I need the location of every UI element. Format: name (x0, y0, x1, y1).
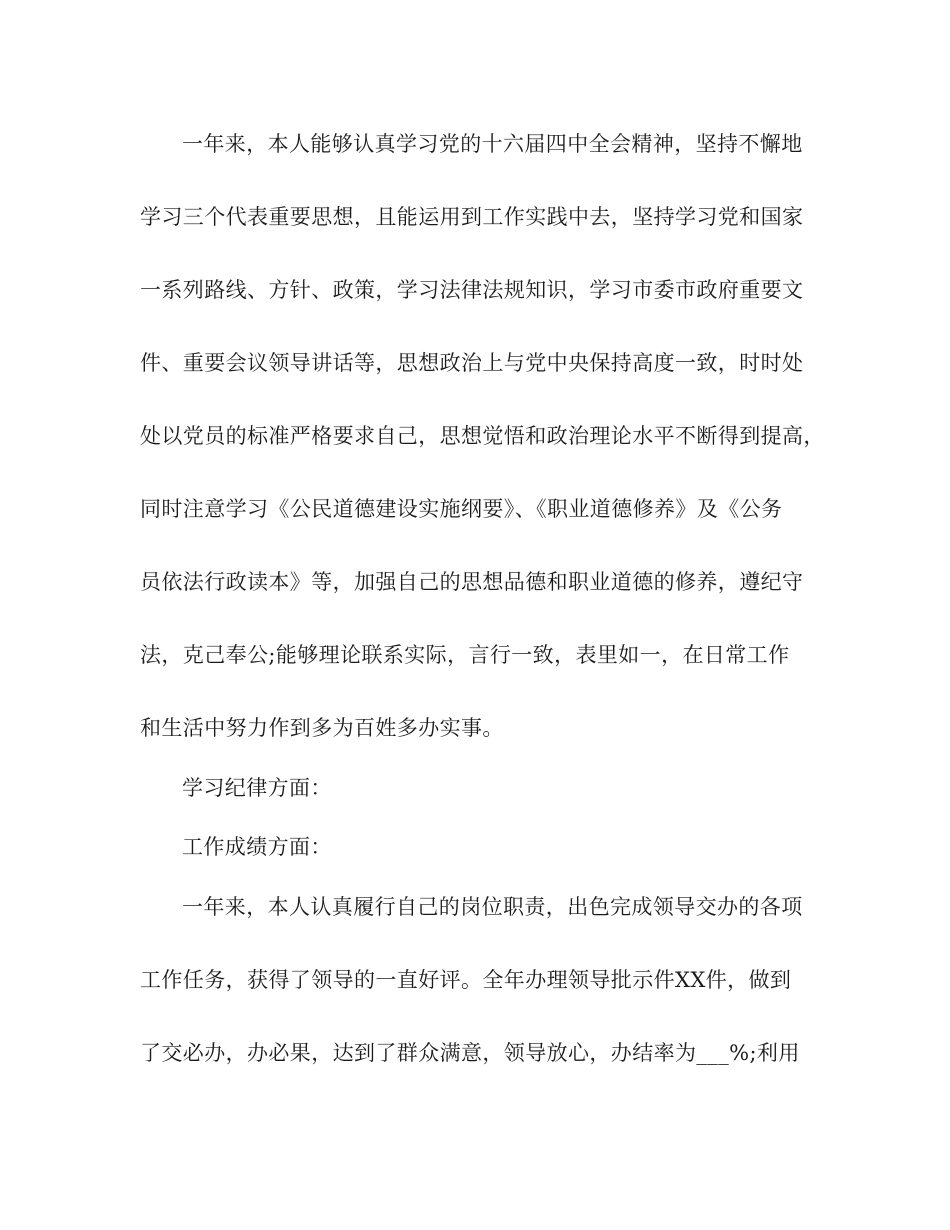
section-heading-discipline: 学习纪律方面： (182, 776, 332, 800)
paragraph-line: 一年来，本人认真履行自己的岗位职责，出色完成领导交办的各项 (182, 895, 803, 919)
paragraph-line: 一系列路线、方针、政策，学习法律法规知识，学习市委市政府重要文 (140, 278, 804, 302)
paragraph-line: 处以党员的标准严格要求自己，思想觉悟和政治理论水平不断得到提高， (140, 424, 825, 448)
paragraph-line: 法，克己奉公;能够理论联系实际，言行一致，表里如一，在日常工作 (140, 643, 790, 667)
paragraph-line: 一年来，本人能够认真学习党的十六届四中全会精神，坚持不懈地 (182, 132, 803, 156)
paragraph-line: 工作任务，获得了领导的一直好评。全年办理领导批示件XX件，做到 (140, 968, 792, 992)
paragraph-line: 了交必办，办必果，达到了群众满意，领导放心，办结率为___%;利用 (140, 1041, 800, 1065)
paragraph-line: 学习三个代表重要思想，且能运用到工作实践中去，坚持学习党和国家 (140, 205, 804, 229)
section-heading-achievement: 工作成绩方面： (182, 835, 332, 859)
paragraph-line: 员依法行政读本》等，加强自己的思想品德和职业道德的修养，遵纪守 (140, 570, 804, 594)
paragraph-line: 和生活中努力作到多为百姓多办实事。 (140, 716, 504, 740)
paragraph-line: 同时注意学习《公民道德建设实施纲要》、《职业道德修养》及《公务 (140, 497, 783, 521)
paragraph-line: 件、重要会议领导讲话等，思想政治上与党中央保持高度一致，时时处 (140, 351, 804, 375)
